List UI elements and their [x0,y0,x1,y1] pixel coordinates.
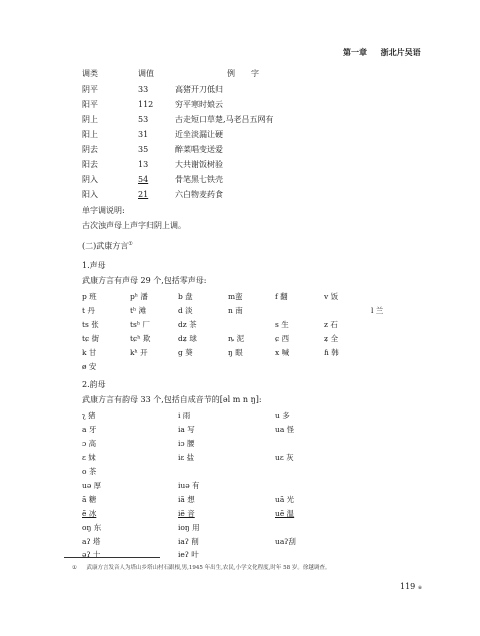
final-cell: ua 怪 [275,425,295,434]
tone-category: 阳平 [82,100,98,109]
final-cell: ioŋ 用 [178,523,200,532]
tone-value: 35 [138,145,149,154]
initial-cell: f 翻 [275,292,288,301]
tone-category: 阳上 [82,130,98,139]
final-cell: uɛ 灰 [275,453,294,462]
final-cell: iã 想 [178,495,195,504]
final-cell: iaʔ 削 [178,537,199,546]
final-cell: a 牙 [82,425,97,434]
initials-intro: 武康方言有声母 29 个,包括零声母: [82,276,207,285]
tone-examples: 穷平寒时娘云 [175,100,223,109]
initial-cell: z 石 [324,320,338,329]
col-header-examples: 例 字 [227,69,259,78]
initial-cell: tʰ 滩 [130,306,147,315]
initial-cell: tɕʰ 欺 [130,334,151,343]
tone-value: 21 [138,190,149,199]
initial-cell: dʑ 球 [178,334,197,343]
final-cell: oŋ 东 [82,523,102,532]
initial-cell: p 班 [82,292,97,301]
final-cell: aʔ 塔 [82,537,101,546]
tone-examples: 高猪开刀低归 [175,85,223,94]
final-cell: uã 光 [275,495,295,504]
tone-examples: 古走短口草楚,马老吕五网有 [175,115,274,124]
tone-examples: 六白物麦药食 [175,190,223,199]
initial-cell: ɦ 韩 [324,348,339,357]
initial-cell: ts 张 [82,320,99,329]
final-cell: ʅ 猪 [82,411,96,420]
initial-cell: ø 安 [82,362,97,371]
final-cell: i 雨 [178,411,191,420]
tone-value: 31 [138,130,149,139]
footnote [72,566,330,572]
initial-cell: kʰ 开 [130,348,148,357]
col-header-category: 调类 [82,69,98,78]
tone-notes-text: 古次浊声母上声字归阴上调。 [82,221,186,230]
final-cell: ɛ 妹 [82,453,96,462]
section-title [82,242,133,251]
final-cell: uẽ 温 [275,509,295,518]
tone-category: 阳去 [82,160,98,169]
footnote-text: 武康方言发音人为塔山乡塔山村石跟根,男,1945 年出生,农民,小学文化程度,时年 58 岁。徐越调查。 [86,565,331,571]
initial-cell: ʑ 全 [324,334,339,343]
initial-cell: g 葵 [178,348,193,357]
final-cell: o 茶 [82,467,97,476]
page-number: 119 [400,582,416,591]
initial-cell: v 饭 [324,292,339,301]
initial-cell: n 南 [228,306,243,315]
initial-cell: s 生 [275,320,289,329]
final-cell: iẽ 音 [178,509,195,518]
footnote-ref: ① [128,241,133,247]
tone-notes-heading: 单字调说明: [82,206,125,215]
final-cell: ã 糖 [82,495,97,504]
finals-heading: 2.韵母 [82,380,106,389]
final-cell: ẽ 冰 [82,509,97,518]
initial-cell: ɕ 西 [275,334,290,343]
initial-cell: x 喊 [275,348,290,357]
initial-cell: b 盘 [178,292,193,301]
initial-cell: l 兰 [371,306,384,315]
tone-category: 阴入 [82,175,98,184]
tone-value: 33 [138,85,149,94]
tone-value: 13 [138,160,149,169]
tone-value: 54 [138,175,149,184]
chapter-title: 浙北片吴语 [380,48,421,57]
initial-cell: m蛮 [228,292,243,301]
final-cell: iɔ 腰 [178,439,195,448]
final-cell: ieʔ 叶 [178,550,199,559]
final-cell: ia 写 [178,425,195,434]
tone-examples: 骨笔黑七铁壳 [175,175,223,184]
initial-cell: pʰ 潘 [130,292,148,301]
tone-category: 阴去 [82,145,98,154]
final-cell: iuə 有 [178,481,200,490]
tone-examples: 大共谢饭树验 [175,160,223,169]
initial-cell: k 甘 [82,348,97,357]
footnote-mark: ① [72,565,77,571]
col-header-value: 调值 [138,69,154,78]
page-number-block [400,583,422,591]
final-cell: əʔ 十 [82,550,101,559]
footnote-divider [64,557,160,558]
final-cell: iɛ 盐 [178,453,195,462]
tone-category: 阴平 [82,85,98,94]
initial-cell: t 丹 [82,306,95,315]
initial-cell: tsʰ 厂 [130,320,150,329]
chapter-label: 第一章 [343,48,367,57]
final-cell: uə 厚 [82,481,102,490]
tone-value: 112 [138,100,154,109]
final-cell: u 多 [275,411,290,420]
initials-heading: 1.声母 [82,261,106,270]
tone-category: 阳入 [82,190,98,199]
tone-examples: 近坐淡漏让硬 [175,130,223,139]
section-title-text: (二)武康方言 [82,241,129,251]
initial-cell: dz 茶 [178,320,197,329]
initial-cell: ŋ 眼 [228,348,243,357]
finals-intro: 武康方言有韵母 33 个,包括自成音节的[əl m n ŋ]: [82,395,262,404]
tone-category: 阴上 [82,115,98,124]
final-cell: uaʔ刮 [275,537,296,546]
page-mark: ※ [417,585,423,591]
tone-examples: 醉菜唱变送爱 [175,145,223,154]
initial-cell: tɕ 街 [82,334,100,343]
final-cell: ɔ 高 [82,439,97,448]
initial-cell: d 淡 [178,306,193,315]
initial-cell: ȵ 泥 [228,334,245,343]
tone-value: 53 [138,115,149,124]
